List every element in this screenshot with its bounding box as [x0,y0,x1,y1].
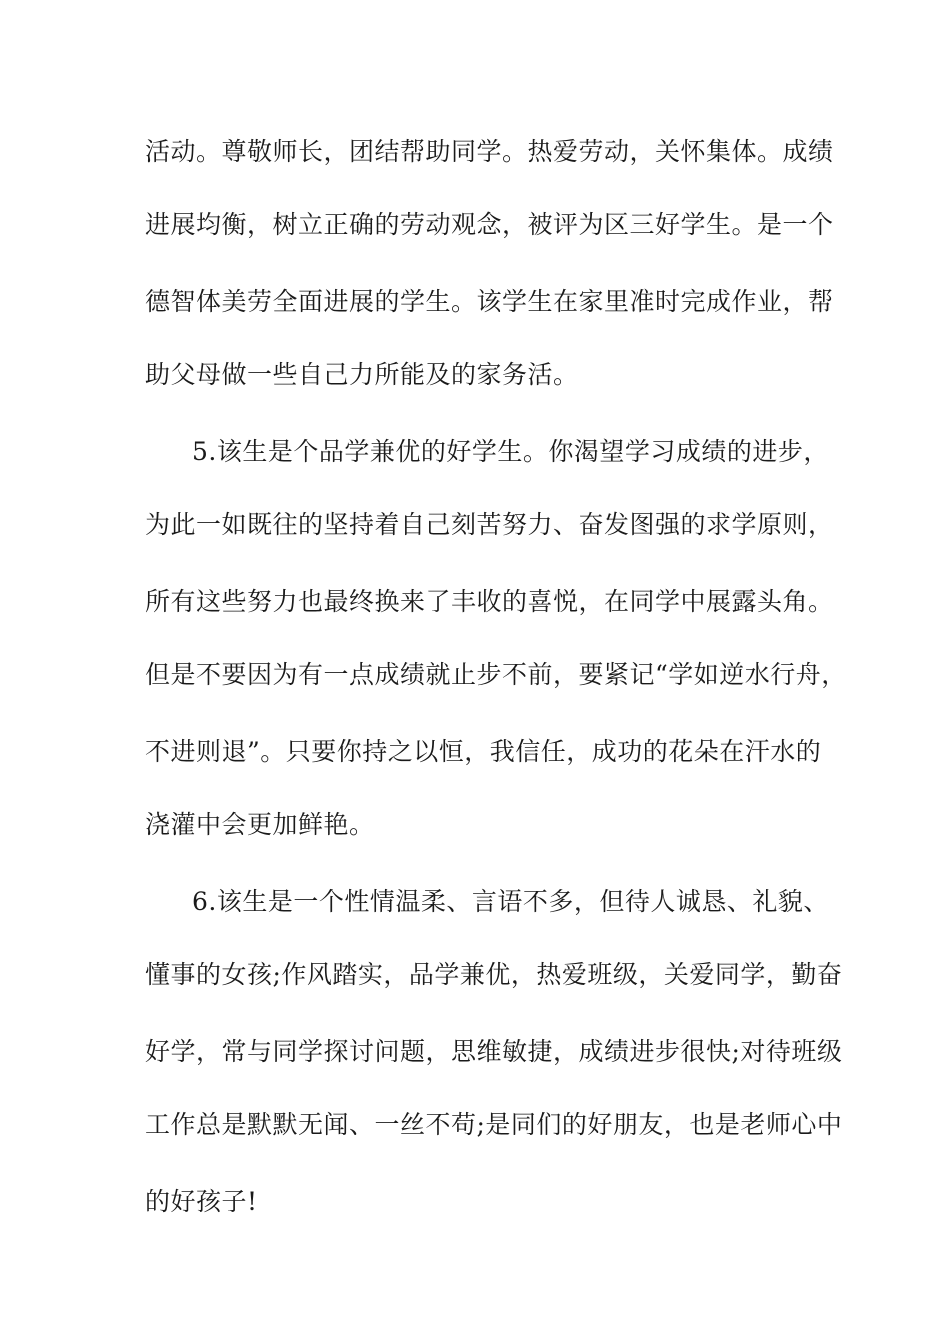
text-line: 所有这些努力也最终换来了丰收的喜悦，在同学中展露头角。 [145,587,834,616]
text-line: 进展均衡，树立正确的劳动观念，被评为区三好学生。是一个 [145,210,834,239]
text-line: 助父母做一些自己力所能及的家务活。 [145,360,579,389]
text-line: 懂事的女孩;作风踏实，品学兼优，热爱班级，关爱同学，勤奋 [145,960,843,989]
text-line: 工作总是默默无闻、一丝不苟;是同们的好朋友，也是老师心中 [145,1110,843,1139]
text-line: 好学，常与同学探讨问题，思维敏捷，成绩进步很快;对待班级 [145,1037,843,1066]
text-line: 浇灌中会更加鲜艳。 [145,810,375,839]
text-line: 为此一如既往的坚持着自己刻苦努力、奋发图强的求学原则， [145,510,834,539]
text-line: 的好孩子! [145,1187,258,1216]
text-line: 但是不要因为有一点成绩就止步不前，要紧记“学如逆水行舟， [145,660,847,689]
paragraph-5-first-line: 5.该生是个品学兼优的好学生。你渴望学习成绩的进步， [192,437,829,466]
paragraph-6-first-line: 6.该生是一个性情温柔、言语不多，但待人诚恳、礼貌、 [192,887,829,916]
text-line: 不进则退”。只要你持之以恒，我信任，成功的花朵在汗水的 [145,737,822,766]
text-line: 德智体美劳全面进展的学生。该学生在家里准时完成作业，帮 [145,287,834,316]
text-line: 活动。尊敬师长，团结帮助同学。热爱劳动，关怀集体。成绩 [145,137,834,166]
